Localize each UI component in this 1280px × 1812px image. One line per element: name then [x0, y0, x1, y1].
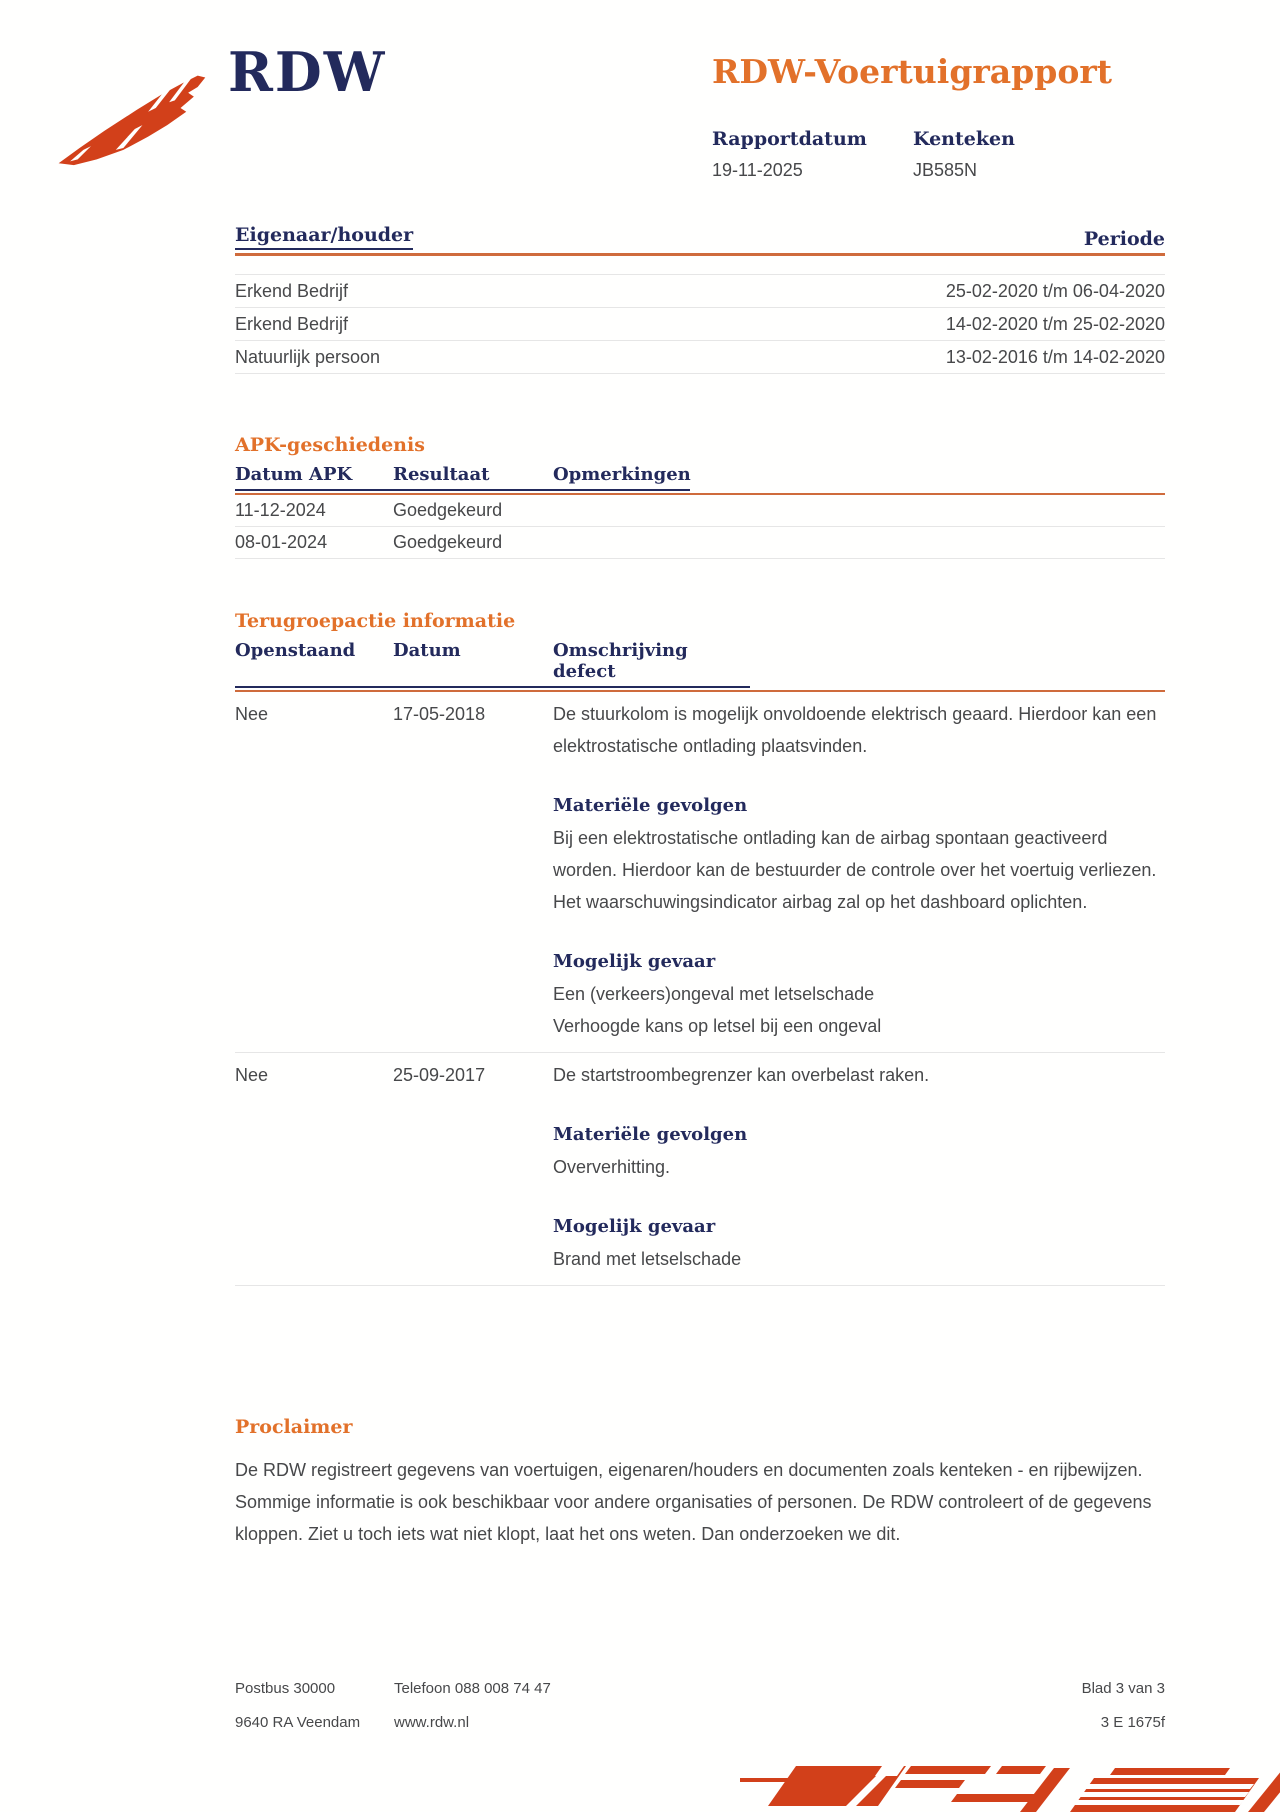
recall-danger-label: Mogelijk gevaar	[553, 951, 716, 972]
owner-table-row	[235, 341, 1165, 374]
recall-consequences-label: Materiële gevolgen	[553, 1124, 748, 1145]
footer-website: www.rdw.nl	[394, 1714, 470, 1731]
recall-consequences-text: Oververhitting.	[553, 1157, 671, 1177]
owner-section-title: Eigenaar/houder	[235, 224, 413, 250]
recall-danger-label: Mogelijk gevaar	[553, 1216, 716, 1237]
report-date-value: 19-11-2025	[712, 160, 803, 180]
license-plate-value: JB585N	[913, 160, 978, 180]
recall-col-description: Omschrijving defect	[553, 640, 688, 682]
report-date-block	[712, 128, 913, 181]
apk-section-title: APK-geschiedenis	[235, 434, 425, 456]
recall-open: Nee	[235, 1065, 269, 1085]
owner-name: Erkend Bedrijf	[235, 280, 349, 301]
report-date-label: Rapportdatum	[712, 128, 867, 150]
owner-section-rule	[235, 253, 1165, 256]
owner-period: 25-02-2020 t/m 06-04-2020	[945, 280, 1165, 301]
apk-table-header	[235, 464, 690, 491]
recall-section	[235, 610, 1165, 1286]
owner-table-row	[235, 308, 1165, 341]
apk-date: 08-01-2024	[235, 532, 328, 552]
recall-danger-item: Brand met letselschade	[553, 1249, 742, 1269]
license-plate-block	[913, 128, 1114, 181]
recall-consequences-text: Bij een elektrostatische ontlading kan de airbag spontaan geactiveerd worden. Hierdoor kan de bestuurder de controle over het voertuig verliezen. Het waarschuwingsindicator airbag zal op het dashboard oplichten.	[553, 828, 1157, 912]
recall-row	[235, 692, 1165, 1053]
footer-address-line1: Postbus 30000	[235, 1680, 336, 1697]
recall-row	[235, 1053, 1165, 1286]
owner-period: 13-02-2016 t/m 14-02-2020	[945, 346, 1165, 367]
apk-result: Goedgekeurd	[393, 532, 503, 552]
recall-description: De startstroombegrenzer kan overbelast raken.	[553, 1065, 930, 1085]
owner-name: Erkend Bedrijf	[235, 313, 349, 334]
page-footer	[235, 1680, 1165, 1748]
footer-form-code: 3 E 1675f	[1100, 1714, 1165, 1731]
footer-phone: Telefoon 088 008 74 47	[394, 1680, 551, 1697]
footer-page-number: Blad 3 van 3	[1081, 1680, 1165, 1697]
recall-col-open: Openstaand	[235, 640, 356, 661]
recall-section-title: Terugroepactie informatie	[235, 610, 516, 632]
recall-date: 17-05-2018	[393, 704, 486, 724]
rdw-stripes-icon	[740, 1742, 1280, 1812]
apk-date: 11-12-2024	[235, 500, 326, 520]
apk-col-date: Datum APK	[235, 464, 353, 485]
period-column-header: Periode	[1083, 228, 1165, 250]
recall-date: 25-09-2017	[393, 1065, 486, 1085]
recall-open: Nee	[235, 704, 269, 724]
recall-danger-item: Verhoogde kans op letsel bij een ongeval	[553, 1016, 882, 1036]
apk-col-result: Resultaat	[393, 464, 490, 485]
apk-section	[235, 434, 1165, 559]
recall-col-date: Datum	[393, 640, 461, 661]
owner-period: 14-02-2020 t/m 25-02-2020	[945, 313, 1165, 334]
rdw-logo-text: RDW	[228, 40, 387, 104]
owner-name: Natuurlijk persoon	[235, 346, 381, 367]
apk-table-row	[235, 495, 1165, 527]
report-meta	[712, 128, 1114, 181]
owner-section	[235, 224, 1165, 374]
owner-table-row	[235, 275, 1165, 308]
footer-address-line2: 9640 RA Veendam	[235, 1714, 361, 1731]
license-plate-label: Kenteken	[913, 128, 1015, 150]
recall-description: De stuurkolom is mogelijk onvoldoende elektrisch geaard. Hierdoor kan een elektrostatische ontlading plaatsvinden.	[553, 704, 1157, 756]
apk-table-row	[235, 527, 1165, 559]
recall-danger-item: Een (verkeers)ongeval met letselschade	[553, 984, 875, 1004]
apk-result: Goedgekeurd	[393, 500, 503, 520]
apk-col-remarks: Opmerkingen	[553, 464, 691, 485]
recall-consequences-label: Materiële gevolgen	[553, 795, 748, 816]
proclaimer-title: Proclaimer	[235, 1416, 353, 1438]
rdw-wing-icon	[52, 68, 210, 168]
proclaimer-section	[235, 1416, 1165, 1550]
proclaimer-text: De RDW registreert gegevens van voertuigen, eigenaren/houders en documenten zoals kenteken - en rijbewijzen. Sommige informatie is ook beschikbaar voor andere organisaties of personen. De RDW controleert of de gegevens kloppen. Ziet u toch iets wat niet klopt, laat het ons weten. Dan onderzoeken we dit.	[235, 1460, 1152, 1544]
page-title: RDW-Voertuigrapport	[712, 52, 1112, 91]
recall-table-header	[235, 640, 750, 688]
